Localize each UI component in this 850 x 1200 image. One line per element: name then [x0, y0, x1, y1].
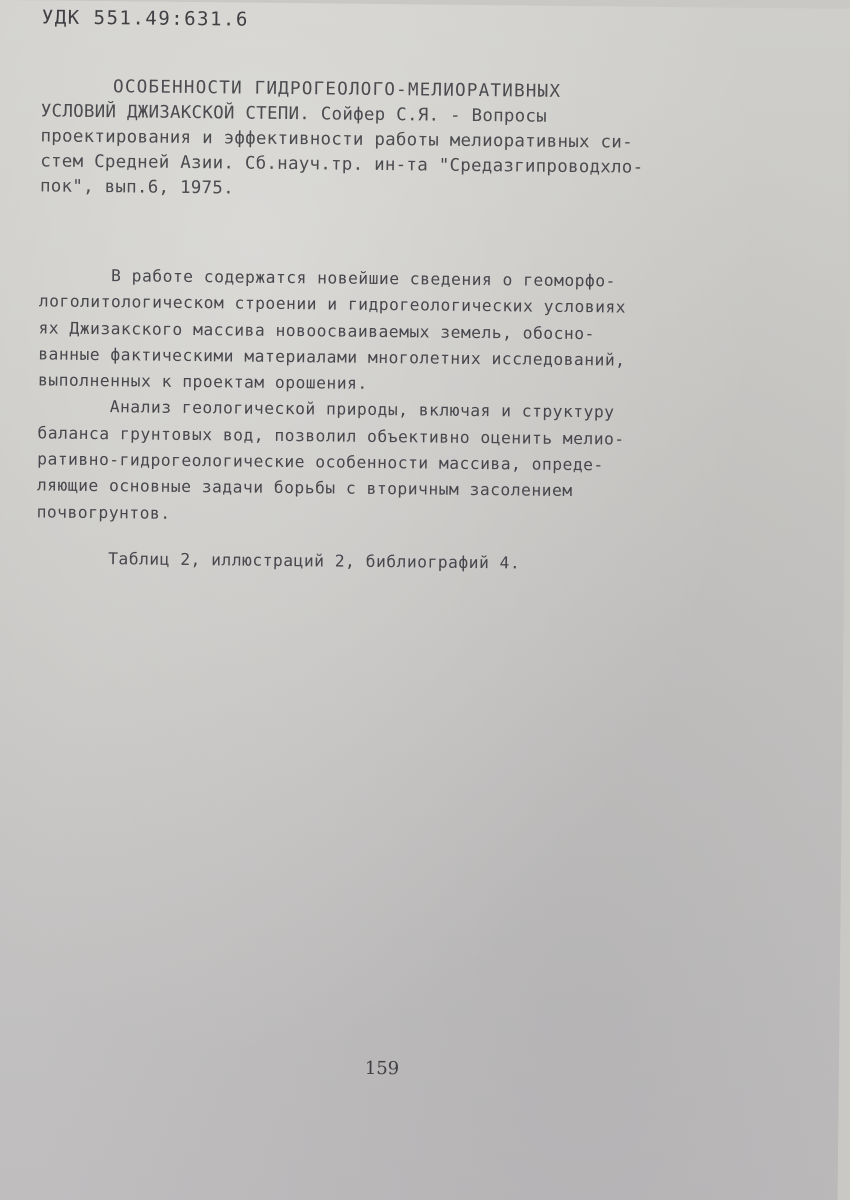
abstract-line: ративно-гидрогеологические особенности массива, опреде-: [37, 449, 604, 475]
abstract-line: почвогрунтов.: [36, 502, 171, 523]
abstract-line: выполненных к проектам орошения.: [37, 370, 368, 394]
title-line-1: ОСОБЕННОСТИ ГИДРОГЕОЛОГО-МЕЛИОРАТИВНЫХ: [112, 77, 562, 102]
udk-code: УДК 551.49:631.6: [41, 6, 249, 31]
abstract-line: баланса грунтовых вод, позволил объективно оценить мелио-: [37, 423, 625, 449]
title-line-2: УСЛОВИЙ ДЖИЗАКСКОЙ СТЕПИ. Сойфер С.Я. - Вопросы: [40, 101, 548, 127]
abstract-text: [37, 262, 800, 533]
abstract-line: Анализ геологической природы, включая и структуру: [109, 397, 615, 422]
abstract-line: В работе содержатся новейшие сведения о геоморфо-: [111, 266, 617, 291]
title-line-5: пок", вып.6, 1975.: [39, 176, 235, 199]
bibliographic-title-block: [40, 74, 761, 207]
abstract-line: ванные фактическими материалами многолетних исследований,: [38, 344, 626, 370]
abstract-line: ях Джизакского массива новоосваиваемых земель, обосно-: [38, 318, 595, 343]
tables-illustrations-note: Таблиц 2, иллюстраций 2, библиографий 4.: [108, 549, 521, 573]
title-line-3: проектирования и эффективности работы мелиоративных си-: [40, 126, 634, 153]
abstract-line: ляющие основные задачи борьбы с вторичным засолением: [36, 475, 573, 501]
page-number: 159: [364, 1057, 400, 1080]
abstract-line: логолитологическом строении и гидрогеологических условиях: [38, 291, 627, 317]
title-line-4: стем Средней Азии. Сб.науч.тр. ин-та "Средазгипроводхло-: [40, 151, 644, 178]
